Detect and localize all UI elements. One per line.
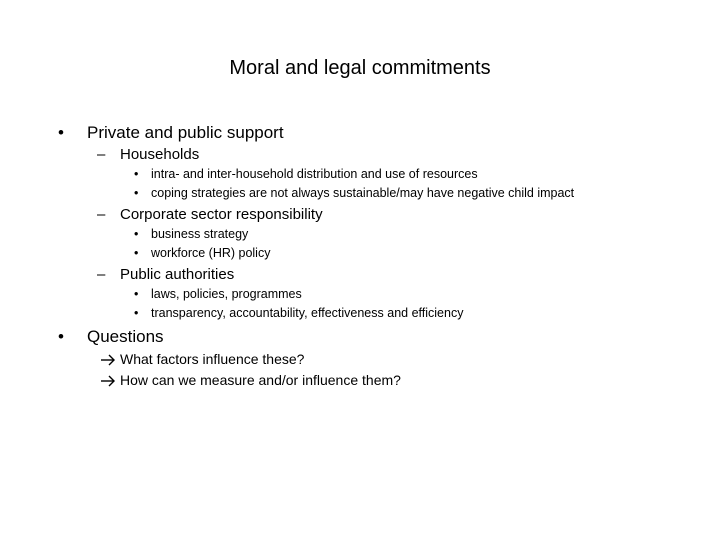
list-item-text: transparency, accountability, effectiveness and efficiency (151, 306, 464, 320)
dash-icon: – (97, 266, 106, 283)
section-label: Questions (87, 327, 164, 346)
list-item-text: intra- and inter-household distribution and use of resources (151, 167, 478, 181)
list-item-text: coping strategies are not always sustainable/may have negative child impact (151, 186, 575, 200)
section-label: Private and public support (87, 123, 284, 142)
right-arrow-icon (99, 351, 117, 368)
right-arrow-icon (99, 372, 117, 389)
sub-bullet-icon: • (134, 186, 139, 200)
sub-bullet-icon: • (134, 306, 139, 320)
group-label: Public authorities (120, 266, 235, 283)
list-item-text: business strategy (151, 227, 249, 241)
sub-bullet-icon: • (134, 246, 139, 260)
bullet-icon: • (58, 123, 64, 142)
dash-icon: – (97, 146, 106, 163)
sub-bullet-icon: • (134, 167, 139, 181)
arrow-item-text: How can we measure and/or influence them? (120, 372, 401, 388)
dash-icon: – (97, 206, 106, 223)
sub-bullet-icon: • (134, 227, 139, 241)
slide-title: Moral and legal commitments (229, 57, 491, 79)
group-label: Households (120, 146, 200, 163)
list-item-text: laws, policies, programmes (151, 287, 302, 301)
list-item-text: workforce (HR) policy (151, 246, 271, 260)
group-label: Corporate sector responsibility (120, 206, 323, 223)
arrow-item-text: What factors influence these? (120, 351, 305, 367)
sub-bullet-icon: • (134, 287, 139, 301)
bullet-icon: • (58, 327, 64, 346)
